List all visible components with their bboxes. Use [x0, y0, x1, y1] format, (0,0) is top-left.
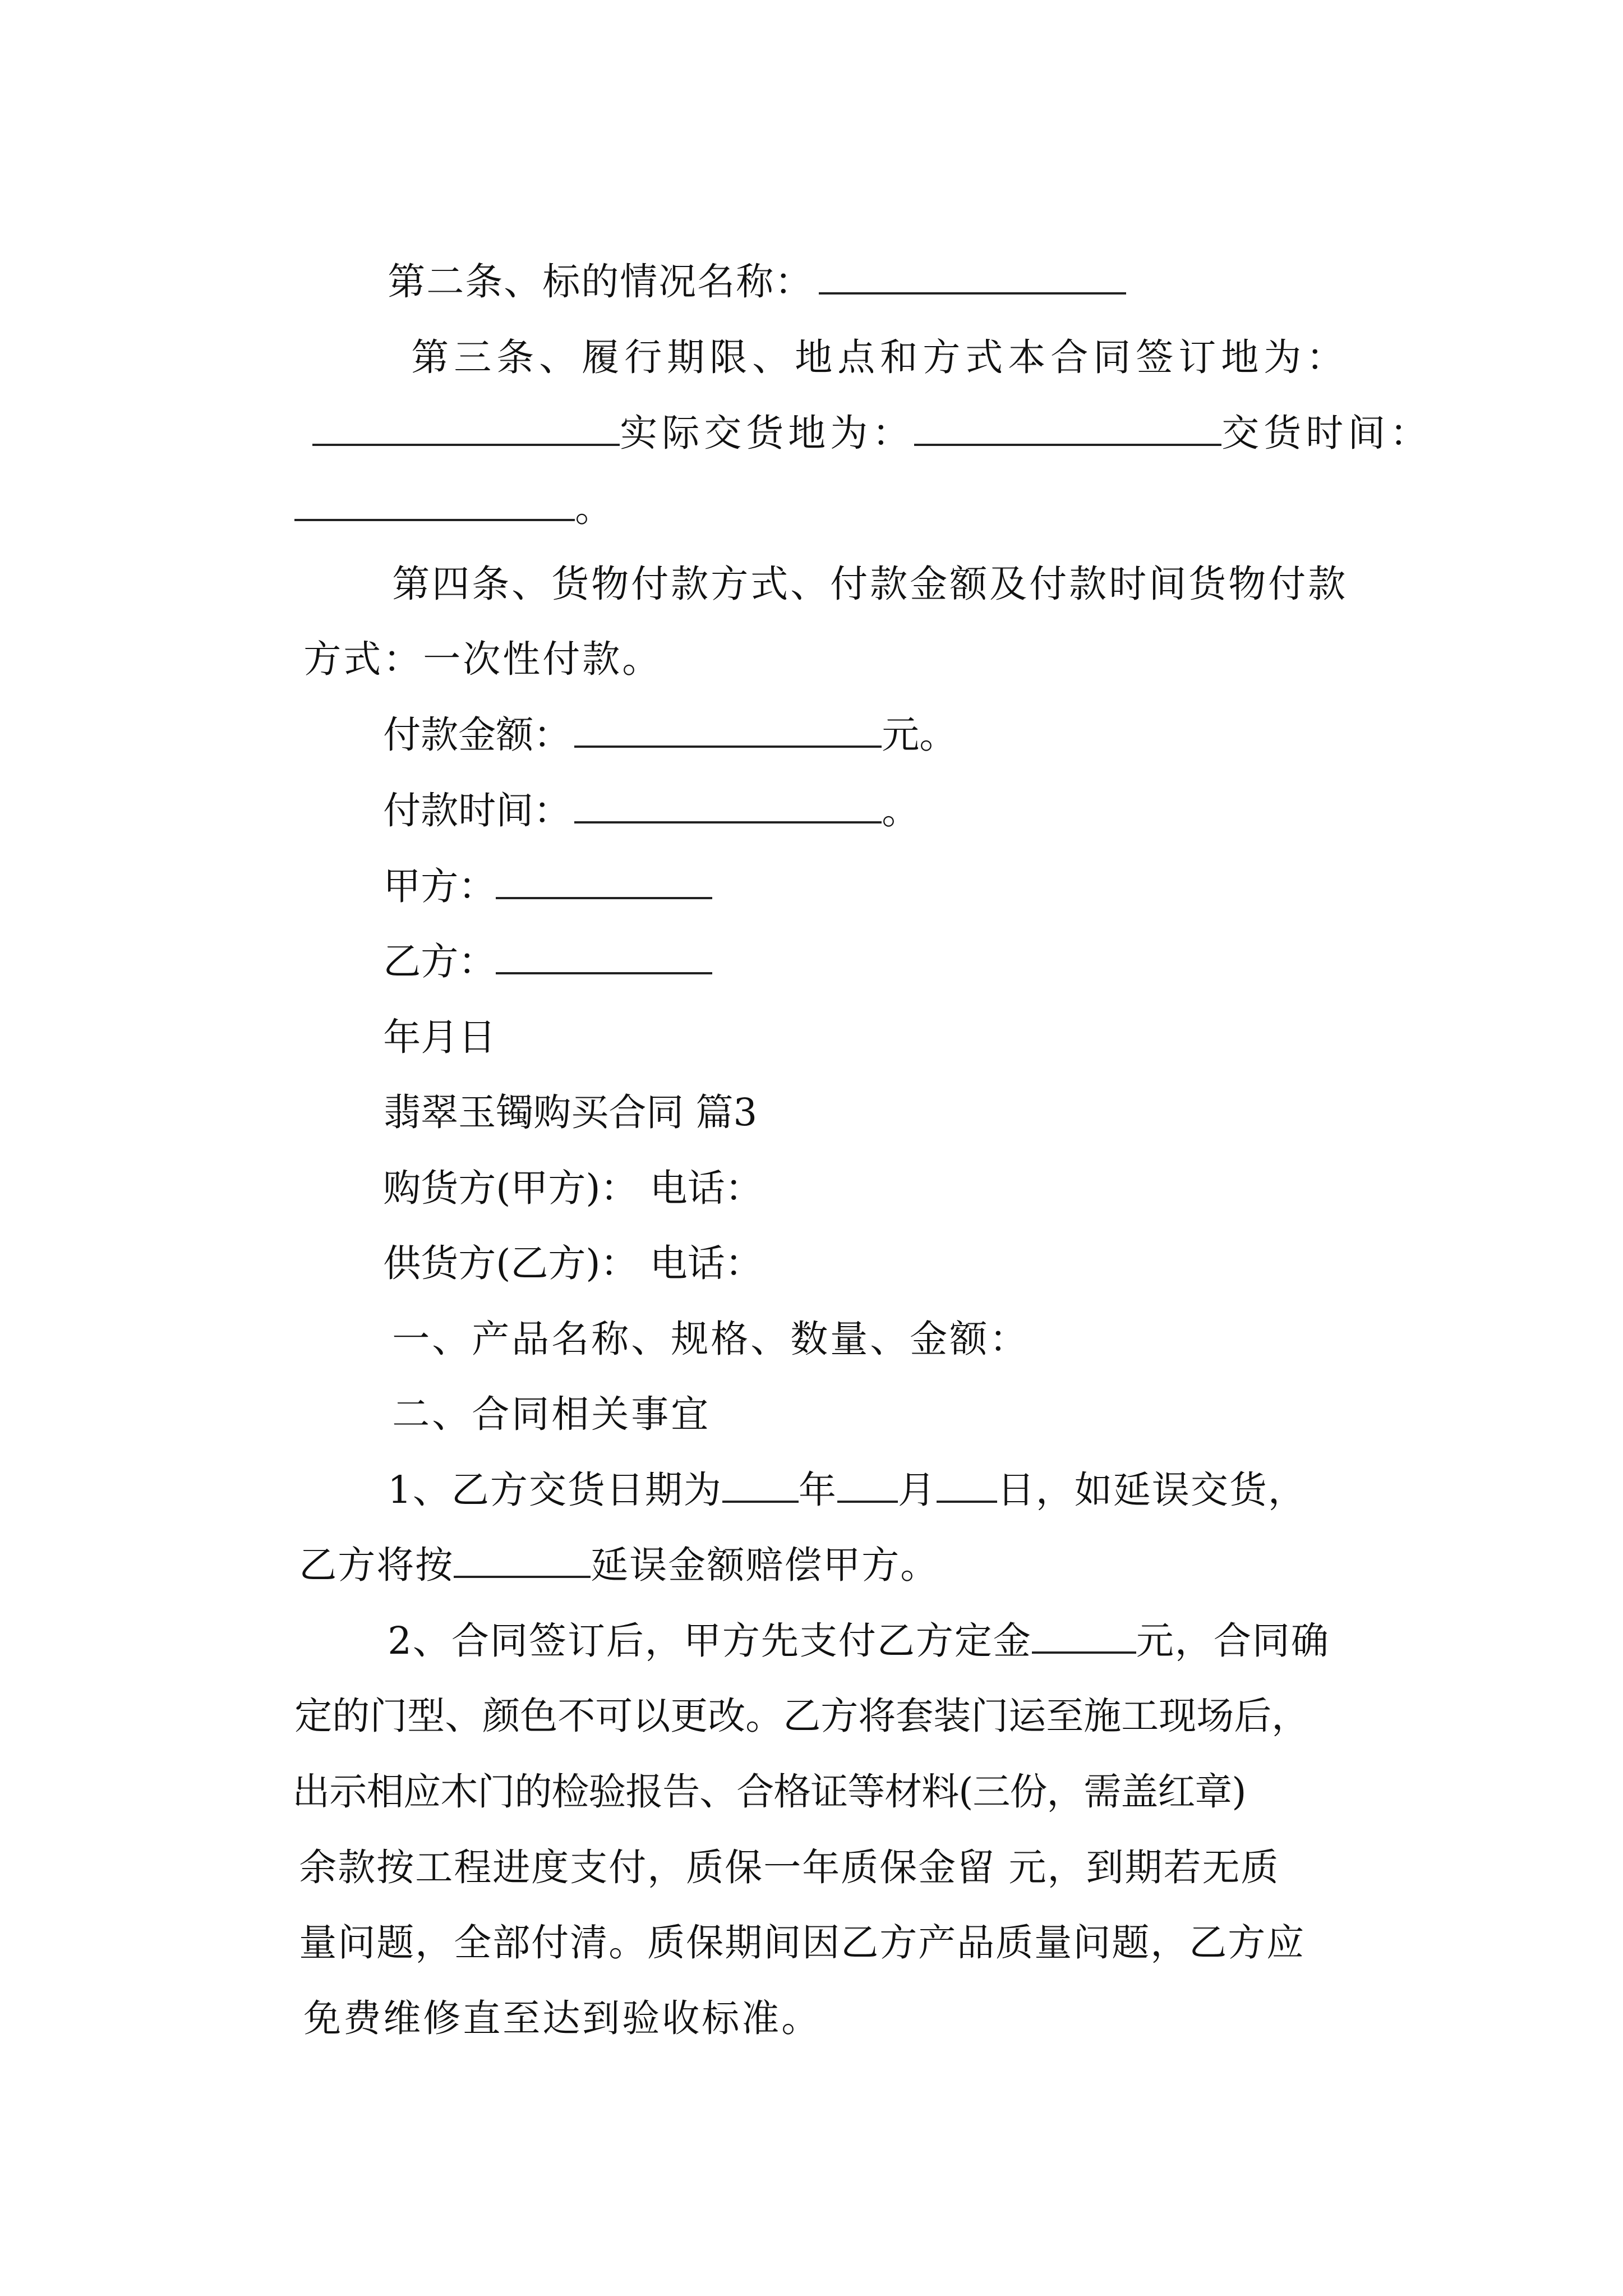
date-line: 年月日: [383, 1015, 496, 1059]
blank-underline[interactable]: [819, 264, 1126, 295]
party-a: 甲方：: [335, 830, 712, 875]
clause-3-location: 实际交货地为： 交货时间：: [247, 377, 1432, 422]
paragraph-line-3: 余款按工程进度支付，质保一年质保金留 元，到期若无质: [299, 1846, 1280, 1889]
paragraph-line-5: 免费维修直至达到验收标准。: [303, 1996, 822, 2040]
payment-time: 付款时间： 。: [383, 789, 920, 832]
blank-underline[interactable]: [454, 1548, 591, 1578]
blank-underline[interactable]: [1032, 1623, 1136, 1654]
blank-underline[interactable]: [496, 869, 712, 899]
clause-4-title: 第四条、货物付款方式、付款金额及付款时间货物付款: [392, 562, 1348, 606]
clause-2: 第二条、标的情况名称：: [335, 226, 1126, 270]
section-title: 翡翠玉镯购买合同 篇3: [383, 1091, 758, 1134]
blank-underline[interactable]: [937, 1473, 997, 1503]
paragraph-line-1: 定的门型、颜色不可以更改。乙方将套装门运至施工现场后，: [294, 1694, 1310, 1738]
item-1-heading: 一、产品名称、规格、数量、金额：: [392, 1317, 1030, 1361]
compensation-line: 乙方将按 延误金额赔偿甲方。: [299, 1543, 939, 1587]
payment-amount: 付款金额： 元。: [383, 713, 957, 757]
blank-underline[interactable]: [312, 416, 620, 446]
delivery-date-line: 1、乙方交货日期为 年 月 日，如延误交货，: [388, 1468, 1307, 1512]
buyer-line: 购货方(甲方)： 电话：: [383, 1166, 763, 1210]
blank-underline[interactable]: [722, 1473, 799, 1503]
blank-underline[interactable]: [837, 1473, 898, 1503]
supplier-line: 供货方(乙方)： 电话：: [383, 1241, 763, 1285]
deposit-line: 2、合同签订后，甲方先支付乙方定金 元，合同确: [388, 1619, 1330, 1663]
blank-underline[interactable]: [574, 793, 882, 823]
blank-underline[interactable]: [294, 491, 575, 521]
party-b: 乙方：: [335, 905, 712, 950]
clause-3-title: 第三条、履行期限、地点和方式本合同签订地为：: [411, 335, 1349, 379]
paragraph-line-4: 量问题，全部付清。质保期间因乙方产品质量问题，乙方应: [299, 1921, 1306, 1964]
blank-underline[interactable]: [574, 717, 882, 748]
paragraph-line-2: 出示相应木门的检验报告、合格证等材料(三份，需盖红章): [292, 1770, 1246, 1814]
blank-underline[interactable]: [496, 944, 712, 974]
item-2-heading: 二、合同相关事宜: [392, 1392, 711, 1436]
blank-underline[interactable]: [914, 416, 1221, 446]
clause-3-time: 。: [247, 452, 612, 497]
clause-4-method: 方式：一次性付款。: [303, 637, 662, 681]
